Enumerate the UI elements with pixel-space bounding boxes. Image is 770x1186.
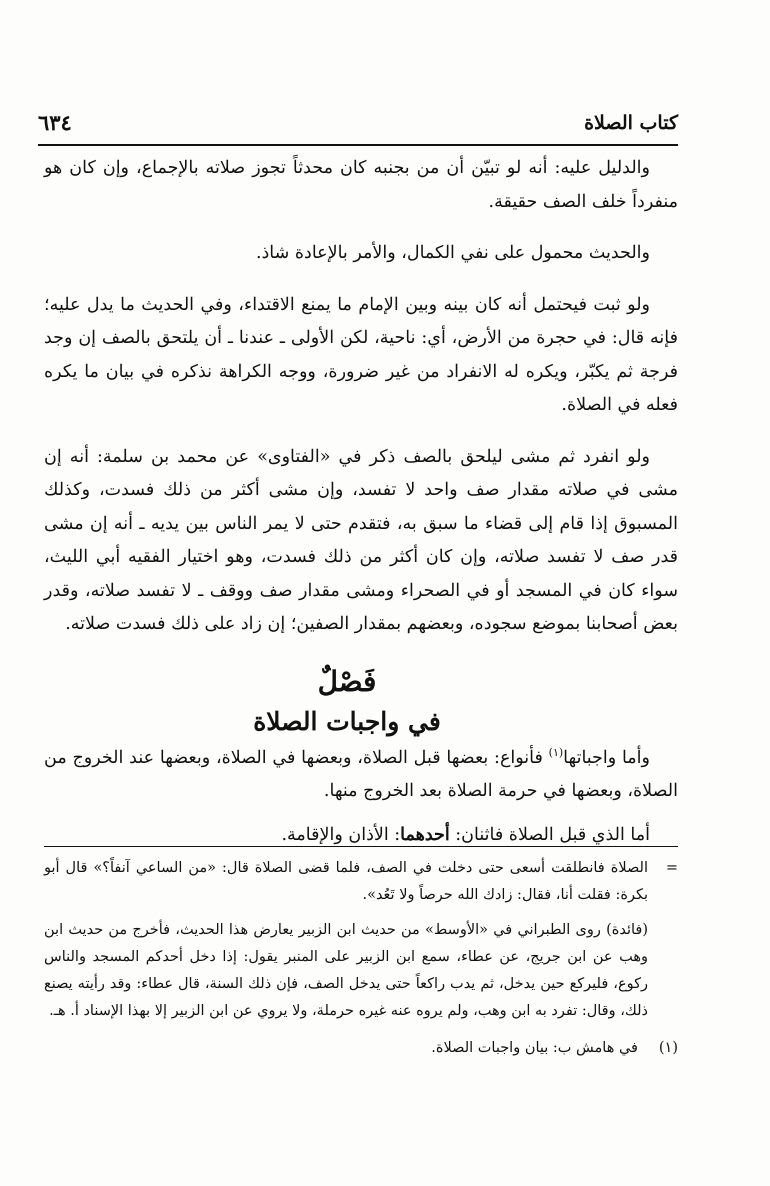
footnote-note: (فائدة) روى الطبراني في «الأوسط» من حديث ابن الزبير يعارض هذا الحديث، فأخرج من حديث ابن وهب عن ابن جريج، عن عطاء، سمع ابن الزبير على المنبر يقول: إذا دخل أحدكم المسجد والناس ركوع، فليركع حين يدخل، ثم يدب راكعاً حتى يدخل الصف، فإن ذلك السنة، قال عطاء: وقد رأيته يصنع ذلك، وقال: تفرد به ابن وهب، ولم يروه عنه غيره حرملة، ولا يروي عن ابن الزبير إلا بهذا الإسناد أ. هـ. (44, 922, 648, 1019)
paragraph: ولو ثبت فيحتمل أنه كان بينه وبين الإمام ما يمنع الاقتداء، وفي الحديث ما يدل عليه؛ فإنه قال: في حجرة من الأرض، أي: ناحية، لكن الأولى ـ عندنا ـ أن يلتحق بالصف إن وجد فرجة ثم يكبّر، ويكره له الانفراد من غير ضرورة، ووجه الكراهة نذكره في بيان ما يكره فعله في الصلاة. (44, 294, 678, 415)
page-number: ٦٣٤ (38, 110, 72, 135)
page-header (38, 108, 678, 146)
section-title: في واجبات الصلاة (253, 706, 441, 736)
continuation-mark: = (665, 860, 678, 876)
paragraph-start: أما الذي قبل الصلاة فاثنان: (449, 824, 650, 845)
footnote-number: (١) (658, 1040, 678, 1056)
paragraph (44, 742, 678, 809)
footnote-continuation (44, 855, 678, 909)
paragraph-start: وأما واجباتها (563, 747, 650, 768)
running-title: كتاب الصلاة (584, 112, 678, 134)
section-heading: فَصْلٌ (317, 664, 377, 698)
bold-term: أحدهما (400, 824, 450, 845)
main-text (44, 152, 678, 852)
paragraph: والدليل عليه: أنه لو تبيّن أن من بجنبه كان محدثاً تجوز صلاته بالإجماع، وإن كان هو منفرداً خلف الصف حقيقة. (44, 158, 678, 212)
footnote-text: الصلاة فانطلقت أسعى حتى دخلت في الصف، فلما قضى الصلاة قال: «من الساعي آنفاً؟» قال أبو بكرة: فقلت أنا، فقال: زادك الله حرصاً ولا تَعُد». (44, 860, 648, 903)
paragraph-rest: فأنواع: بعضها قبل الصلاة، وبعضها في الصلاة، وبعضها عند الخروج من الصلاة، وبعضها في حرمة الصلاة بعد الخروج منها. (44, 747, 678, 801)
footnote-1 (44, 1035, 678, 1062)
paragraph-rest: : الأذان والإقامة. (281, 824, 401, 845)
footnote-ref: (١) (548, 745, 564, 759)
footnote-text: في هامش ب: بيان واجبات الصلاة. (431, 1040, 638, 1056)
footnotes (44, 846, 678, 1062)
paragraph: ولو انفرد ثم مشى ليلحق بالصف ذكر في «الفتاوى» عن محمد بن سلمة: أنه إن مشى في صلاته مقدار صف واحد لا تفسد، وإن مشى أكثر من ذلك فسدت، وكذلك المسبوق إذا قام إلى قضاء ما سبق به، فتقدم حتى لا يمر الناس بين يديه ـ أنه إن مشى قدر صف لا تفسد صلاته، وإن كان أكثر من ذلك فسدت، وهو اختيار الفقيه أبي الليث، سواء كان في المسجد أو في الصحراء ومشى مقدار صف ووقف ـ لا تفسد صلاته، وقدر بعض أصحابنا بموضع سجوده، وبعضهم بمقدار الصفين؛ إن زاد على ذلك فسدت صلاته. (44, 446, 678, 634)
paragraph: والحديث محمول على نفي الكمال، والأمر بالإعادة شاذ. (255, 243, 650, 263)
